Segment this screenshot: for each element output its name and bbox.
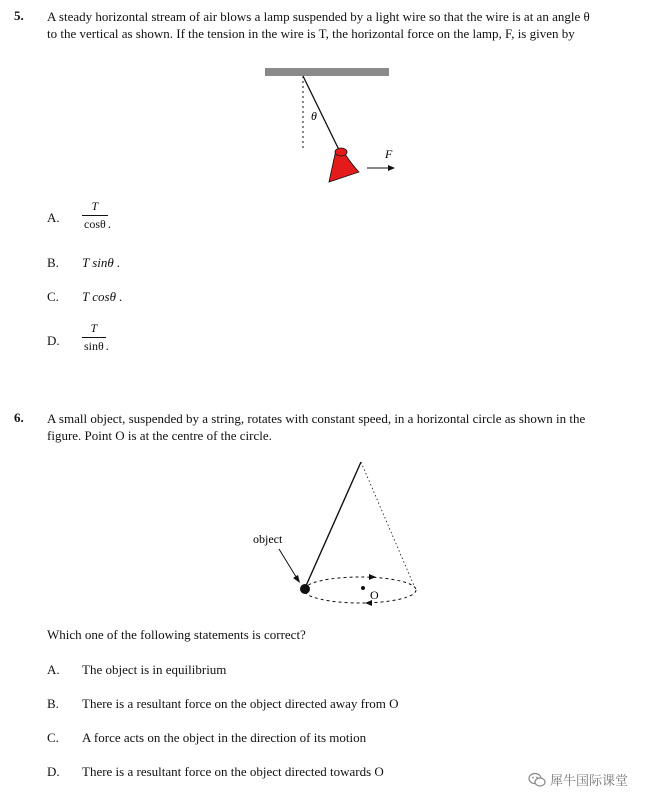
q6-option-b-letter: B. <box>47 696 59 711</box>
q5-option-a-denominator: cosθ <box>84 217 106 231</box>
q5-text-line1: A steady horizontal stream of air blows a lamp suspended by a light wire so that the wire is at an angle θ <box>47 9 590 24</box>
force-arrow-head <box>388 165 395 171</box>
fraction-bar <box>82 337 106 338</box>
object-pointer-head <box>293 575 300 583</box>
q5-option-d-fraction <box>82 321 106 354</box>
q6-option-a[interactable]: The object is in equilibrium <box>82 662 227 677</box>
q6-text <box>47 410 659 444</box>
small-object <box>300 584 310 594</box>
pendulum-string <box>305 462 361 588</box>
q5-option-d-suffix: . <box>105 338 110 353</box>
centre-point-o <box>361 586 365 590</box>
q6-text-line1: A small object, suspended by a string, rotates with constant speed, in a horizontal circle as shown in the <box>47 411 586 426</box>
lamp-wire <box>303 76 341 154</box>
q5-option-d-denominator: sinθ <box>84 339 104 353</box>
circular-path <box>304 577 416 603</box>
q6-option-a-letter: A. <box>47 662 60 677</box>
q5-option-a-suffix: . <box>107 216 111 231</box>
motion-arrow-top <box>369 574 376 580</box>
q6-option-d[interactable]: There is a resultant force on the object directed towards O <box>82 764 384 779</box>
q6-text-line2: figure. Point O is at the centre of the circle. <box>47 428 272 443</box>
lamp-shade <box>329 154 359 182</box>
q5-option-b-letter: B. <box>47 255 59 270</box>
ceiling-bar <box>265 68 389 76</box>
q5-option-d-numerator: T <box>90 321 98 335</box>
q5-option-a-numerator: T <box>91 199 99 213</box>
fraction-bar <box>82 215 108 216</box>
q5-option-b[interactable]: T sinθ . <box>82 255 121 270</box>
q6-option-d-letter: D. <box>47 764 60 779</box>
q5-text <box>47 8 659 42</box>
q5-option-a[interactable] <box>82 199 111 232</box>
watermark-text: 犀牛国际课堂 <box>550 774 629 789</box>
q6-option-c-letter: C. <box>47 730 59 745</box>
wechat-icon <box>528 772 546 788</box>
centre-o-label: O <box>370 588 379 602</box>
object-pointer-line <box>279 549 298 580</box>
cone-side-dashed-line <box>361 462 415 588</box>
lamp-cap <box>335 148 347 156</box>
q6-question: Which one of the following statements is correct? <box>47 627 306 642</box>
q5-number: 5. <box>14 8 24 23</box>
watermark <box>528 770 628 789</box>
q5-option-a-letter: A. <box>47 210 60 225</box>
q6-option-c[interactable]: A force acts on the object in the direction of its motion <box>82 730 367 745</box>
q5-option-c[interactable]: T cosθ . <box>82 289 123 304</box>
q5-lamp-figure <box>255 62 415 192</box>
q5-option-d[interactable] <box>82 321 109 354</box>
q6-number: 6. <box>14 410 24 425</box>
force-F-label: F <box>385 147 393 161</box>
object-label: object <box>253 532 283 546</box>
q5-option-c-letter: C. <box>47 289 59 304</box>
q5-text-line2: to the vertical as shown. If the tension in the wire is T, the horizontal force on the lamp, F, is given by <box>47 26 575 41</box>
q5-option-a-fraction <box>82 199 108 232</box>
angle-theta-label: θ <box>311 109 317 123</box>
q6-option-b[interactable]: There is a resultant force on the object directed away from O <box>82 696 399 711</box>
q6-conical-pendulum-figure <box>245 456 430 616</box>
q5-option-d-letter: D. <box>47 333 60 348</box>
